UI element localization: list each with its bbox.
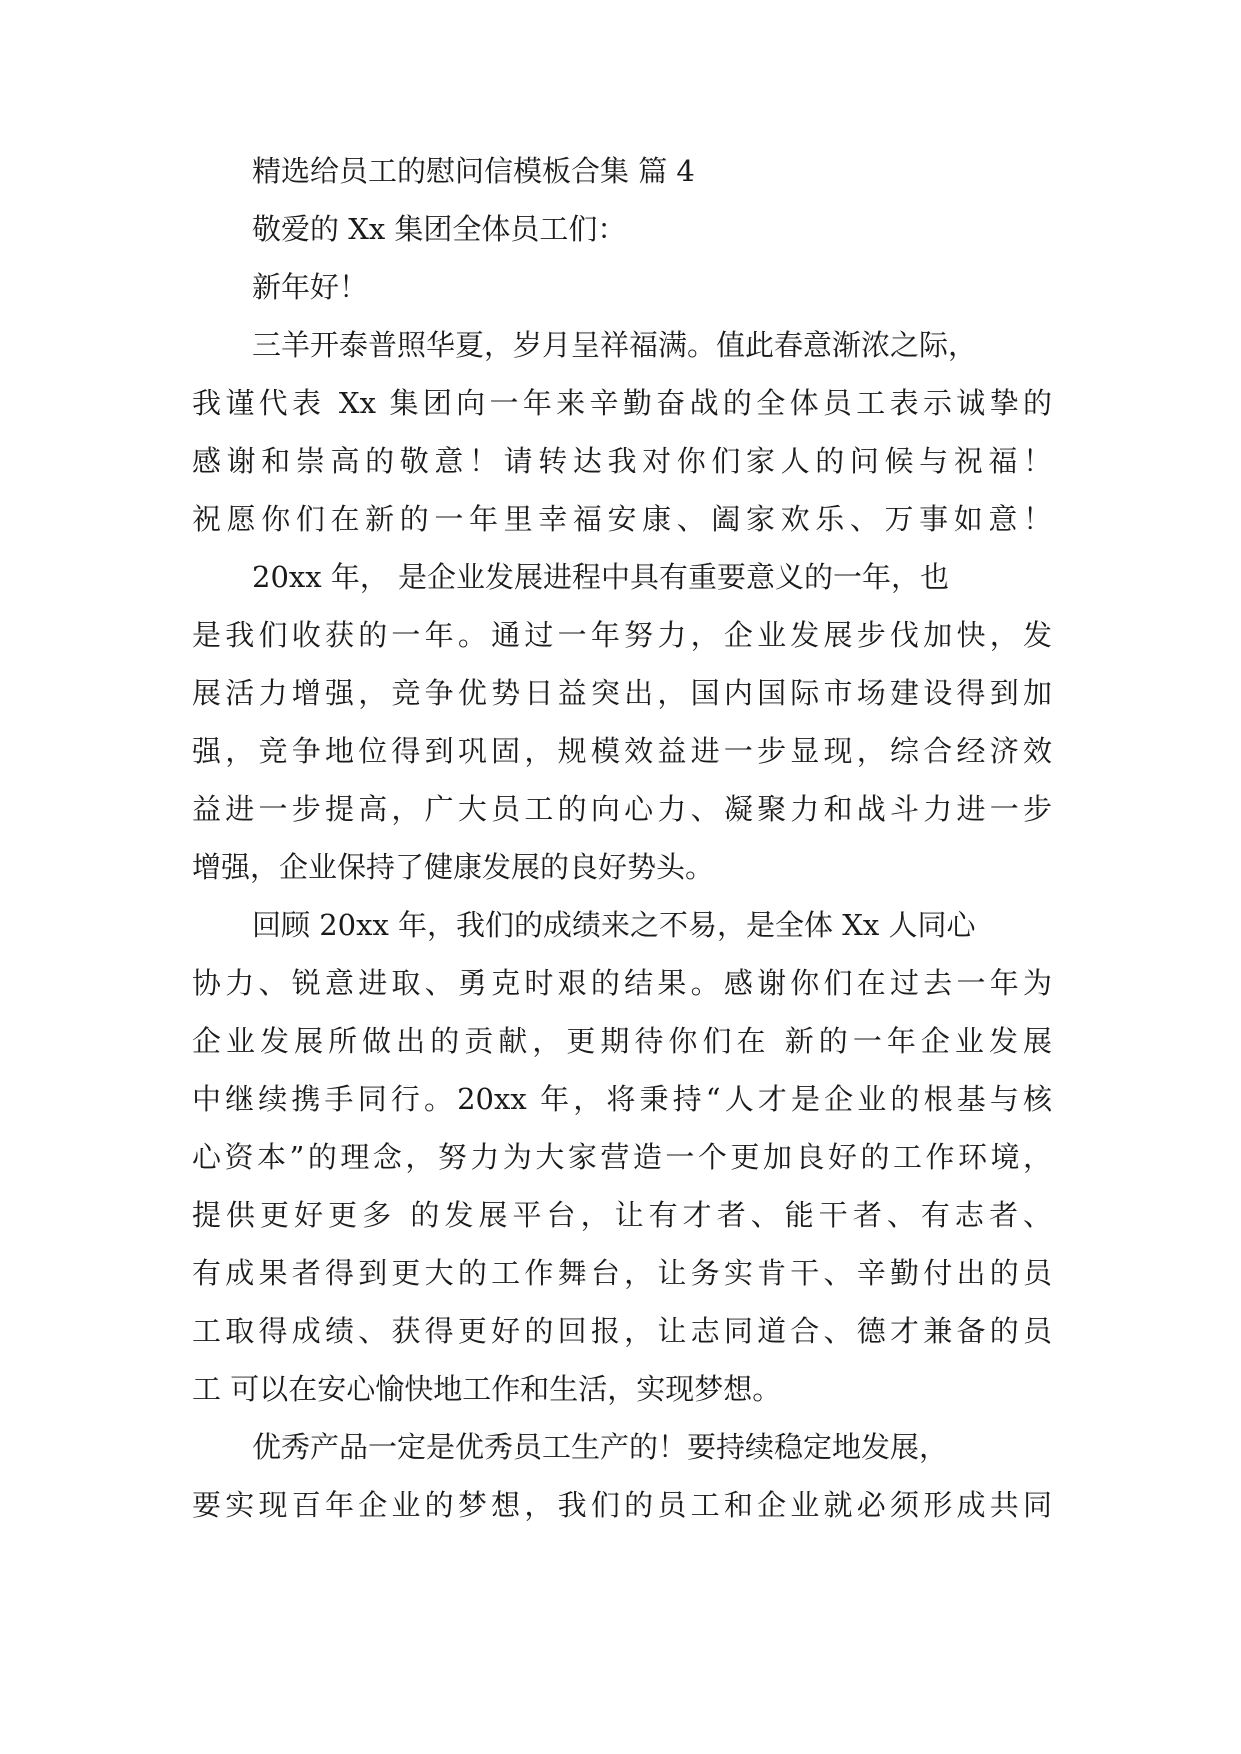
paragraph-line: 益进一步提高，广大员工的向心力、凝聚力和战斗力进一步 (192, 792, 1052, 826)
paragraph-line: 展活力增强，竞争优势日益突出，国内国际市场建设得到加 (192, 676, 1052, 710)
paragraph-line: 20xx 年， 是企业发展进程中具有重要意义的一年，也 (252, 560, 950, 594)
paragraph-line: 强，竞争地位得到巩固，规模效益进一步显现，综合经济效 (192, 734, 1052, 768)
paragraph-line: 工取得成绩、获得更好的回报，让志同道合、德才兼备的员 (192, 1314, 1052, 1348)
paragraph-line: 是我们收获的一年。通过一年努力，企业发展步伐加快，发 (192, 618, 1052, 652)
paragraph-line: 回顾 20xx 年，我们的成绩来之不易，是全体 Xx 人同心 (252, 908, 976, 942)
paragraph-line: 提供更好更多 的发展平台，让有才者、能干者、有志者、 (192, 1198, 1052, 1232)
greeting: 新年好！ (252, 270, 369, 304)
paragraph-line: 企业发展所做出的贡献，更期待你们在 新的一年企业发展 (192, 1024, 1052, 1058)
paragraph-line: 协力、锐意进取、勇克时艰的结果。感谢你们在过去一年为 (192, 966, 1052, 1000)
paragraph-line: 增强，企业保持了健康发展的良好势头。 (192, 850, 715, 884)
paragraph-line: 三羊开泰普照华夏，岁月呈祥福满。值此春意渐浓之际， (252, 328, 978, 362)
paragraph-line: 工 可以在安心愉快地工作和生活，实现梦想。 (192, 1372, 782, 1406)
paragraph-line: 心资本”的理念，努力为大家营造一个更加良好的工作环境， (192, 1140, 1052, 1174)
salutation: 敬爱的 Xx 集团全体员工们： (252, 212, 627, 246)
paragraph-line: 优秀产品一定是优秀员工生产的！要持续稳定地发展， (252, 1430, 949, 1464)
paragraph-line: 要实现百年企业的梦想，我们的员工和企业就必须形成共同 (192, 1488, 1052, 1522)
document-title: 精选给员工的慰问信模板合集 篇 4 (252, 154, 695, 188)
paragraph-line: 中继续携手同行。20xx 年，将秉持“人才是企业的根基与核 (192, 1082, 1052, 1116)
paragraph-line: 有成果者得到更大的工作舞台，让务实肯干、辛勤付出的员 (192, 1256, 1052, 1290)
paragraph-line: 祝愿你们在新的一年里幸福安康、阖家欢乐、万事如意！ (192, 502, 1052, 536)
paragraph-line: 感谢和崇高的敬意！请转达我对你们家人的问候与祝福！ (192, 444, 1052, 478)
paragraph-line: 我谨代表 Xx 集团向一年来辛勤奋战的全体员工表示诚挚的 (192, 386, 1052, 420)
